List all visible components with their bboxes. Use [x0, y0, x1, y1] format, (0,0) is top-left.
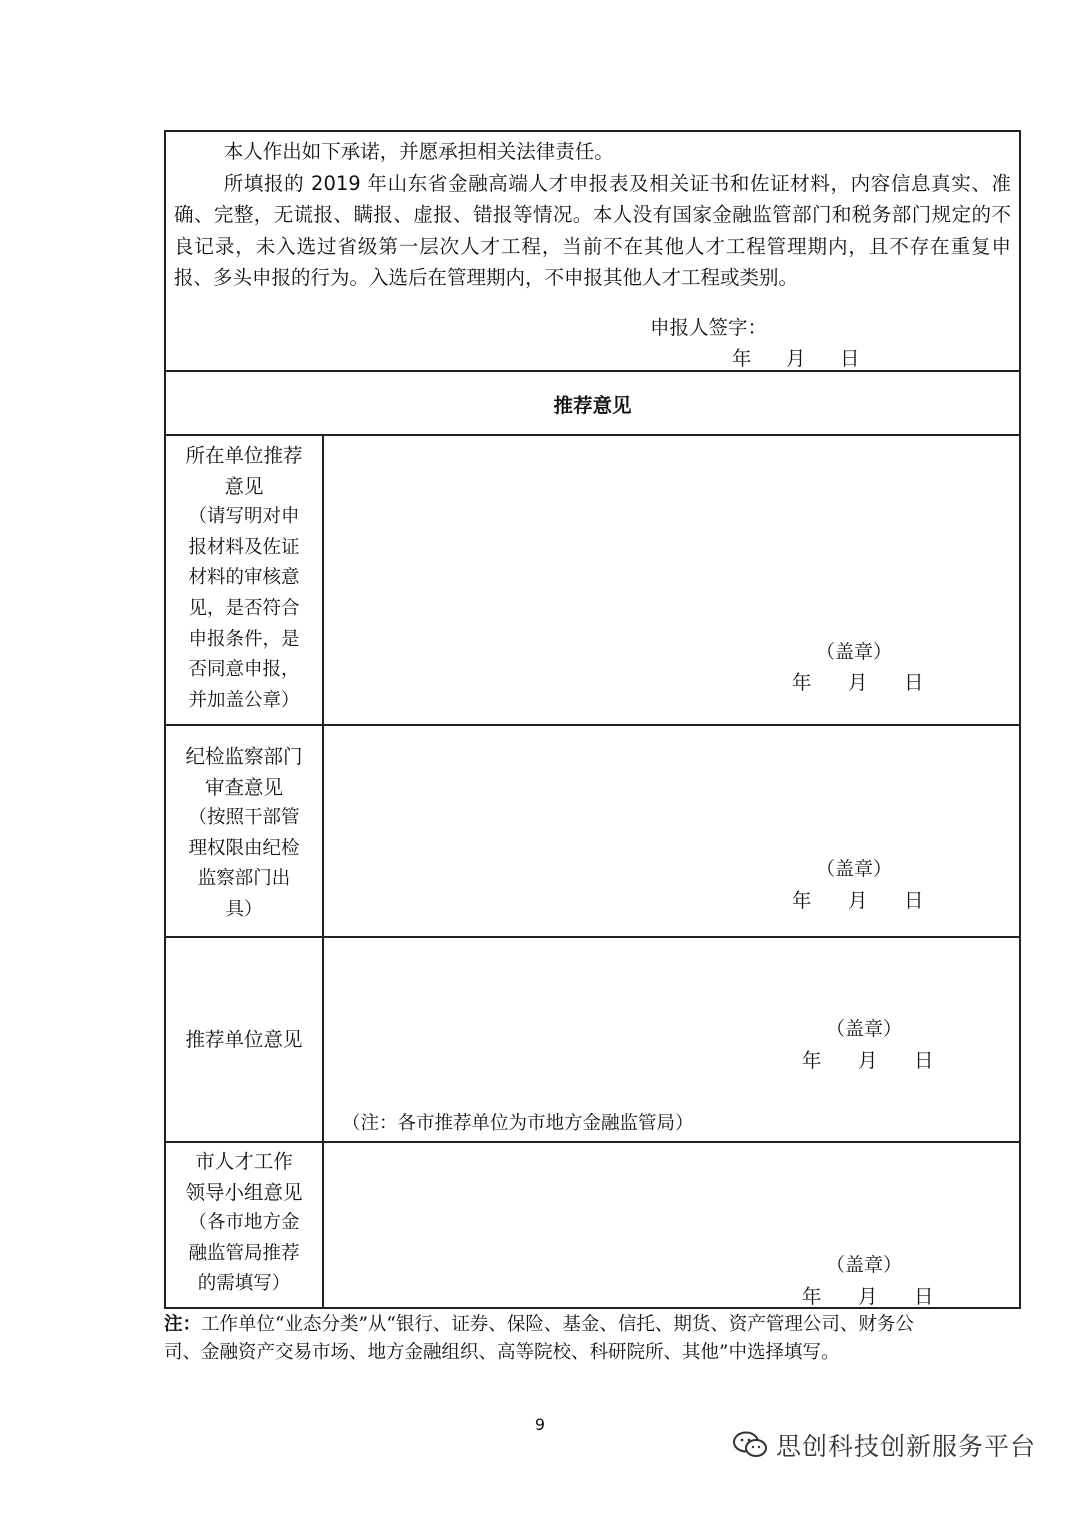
- footnote-text: 工作单位“业态分类”从“银行、证券、保险、基金、信托、期货、资产管理公司、财务公司、金融资产交易市场、地方金融组织、高等院校、科研院所、其他”中选择填写。: [164, 1314, 914, 1363]
- row-label-recommender: 推荐单位意见: [185, 1028, 303, 1051]
- footnote: [164, 1311, 934, 1367]
- row-date: 年 月 日: [792, 889, 924, 912]
- column-divider: [322, 434, 324, 1309]
- divider: [166, 724, 1019, 726]
- declaration-body: 所填报的 2019 年山东省金融高端人才申报表及相关证书和佐证材料，内容信息真实、准确、完整，无谎报、瞒报、虚报、错报等情况。本人没有国家金融监管部门和税务部门规定的不良记录，未入选过省级第一层次人才工程，当前不在其他人才工程管理期内，且不存在重复申报、多头申报的行为。入选后在管理期内，不申报其他人才工程或类别。: [174, 171, 1011, 289]
- divider: [166, 434, 1019, 436]
- wechat-icon: [732, 1430, 768, 1460]
- row-label-city-group: 市人才工作 领导小组意见 （各市地方金 融监管局推荐 的需填写）: [185, 1150, 303, 1295]
- row-label-discipline: 纪检监察部门 审查意见 （按照干部管 理权限由纪检 监察部门出 具）: [185, 745, 303, 920]
- seal-text: （盖章）: [826, 1018, 903, 1040]
- recommendation-form: [164, 130, 1021, 1309]
- row-date: 年 月 日: [802, 1049, 934, 1072]
- watermark-text: 思创科技创新服务平台: [776, 1432, 1037, 1461]
- declaration-intro: 本人作出如下承诺，并愿承担相关法律责任。: [223, 140, 614, 163]
- watermark: [732, 1425, 1036, 1465]
- declaration-text: [174, 136, 1011, 294]
- page-number: 9: [534, 1415, 546, 1434]
- divider: [166, 936, 1019, 938]
- declaration-date: 年 月 日: [732, 347, 860, 370]
- signature-label: 申报人签字：: [650, 316, 768, 339]
- seal-text: （盖章）: [816, 858, 893, 880]
- row-date: 年 月 日: [802, 1285, 934, 1308]
- row-date: 年 月 日: [792, 671, 924, 694]
- footnote-prefix: 注：: [164, 1314, 202, 1335]
- seal-text: （盖章）: [826, 1254, 903, 1276]
- recommender-note: （注：各市推荐单位为市地方金融监管局）: [342, 1113, 694, 1134]
- divider: [166, 1141, 1019, 1143]
- seal-text: （盖章）: [816, 641, 893, 663]
- row-label-unit: 所在单位推荐 意见 （请写明对申 报材料及佐证 材料的审核意 见，是否符合 申报条件，是 否同意申报， 并加盖公章）: [185, 444, 303, 711]
- section-title: 推荐意见: [553, 394, 632, 417]
